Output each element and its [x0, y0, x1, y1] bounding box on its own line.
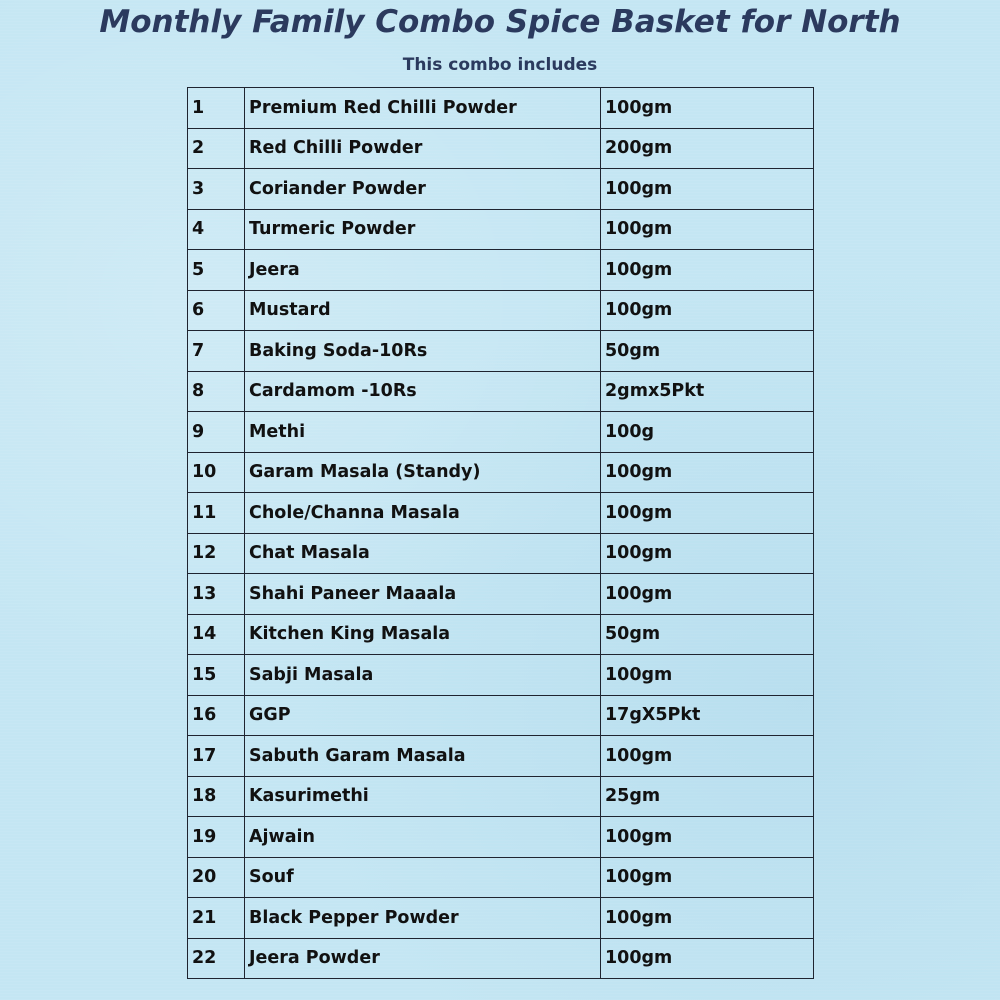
table-row — [188, 695, 814, 736]
item-number-cell: 12 — [188, 533, 245, 574]
item-name-cell: GGP — [245, 695, 601, 736]
item-name-cell: Sabuth Garam Masala — [245, 736, 601, 777]
item-quantity-cell: 100gm — [601, 88, 814, 129]
item-quantity-cell: 100gm — [601, 250, 814, 291]
item-name-cell: Garam Masala (Standy) — [245, 452, 601, 493]
item-quantity-cell: 50gm — [601, 614, 814, 655]
item-quantity-cell: 100g — [601, 412, 814, 453]
item-name-cell: Mustard — [245, 290, 601, 331]
item-quantity-cell: 100gm — [601, 169, 814, 210]
item-number-cell: 10 — [188, 452, 245, 493]
item-number-cell: 9 — [188, 412, 245, 453]
item-number-cell: 13 — [188, 574, 245, 615]
item-name-cell: Shahi Paneer Maaala — [245, 574, 601, 615]
page-subtitle: This combo includes — [402, 55, 598, 75]
item-number-cell: 19 — [188, 817, 245, 858]
item-name-cell: Coriander Powder — [245, 169, 601, 210]
item-number-cell: 4 — [188, 209, 245, 250]
item-name-cell: Turmeric Powder — [245, 209, 601, 250]
item-name-cell: Kitchen King Masala — [245, 614, 601, 655]
item-number-cell: 21 — [188, 898, 245, 939]
item-name-cell: Cardamom -10Rs — [245, 371, 601, 412]
item-name-cell: Baking Soda-10Rs — [245, 331, 601, 372]
item-quantity-cell: 100gm — [601, 290, 814, 331]
page-title: Monthly Family Combo Spice Basket for North — [99, 4, 901, 40]
item-number-cell: 16 — [188, 695, 245, 736]
item-name-cell: Jeera — [245, 250, 601, 291]
table-row — [188, 493, 814, 534]
item-quantity-cell: 100gm — [601, 574, 814, 615]
item-name-cell: Chole/Channa Masala — [245, 493, 601, 534]
item-number-cell: 2 — [188, 128, 245, 169]
item-quantity-cell: 100gm — [601, 493, 814, 534]
spice-items-body — [188, 88, 814, 979]
item-number-cell: 14 — [188, 614, 245, 655]
table-row — [188, 128, 814, 169]
item-name-cell: Ajwain — [245, 817, 601, 858]
table-row — [188, 574, 814, 615]
item-number-cell: 15 — [188, 655, 245, 696]
table-row — [188, 817, 814, 858]
item-name-cell: Kasurimethi — [245, 776, 601, 817]
item-number-cell: 22 — [188, 938, 245, 979]
spice-items-table — [187, 87, 814, 979]
item-quantity-cell: 50gm — [601, 331, 814, 372]
item-name-cell: Sabji Masala — [245, 655, 601, 696]
item-quantity-cell: 100gm — [601, 533, 814, 574]
item-name-cell: Souf — [245, 857, 601, 898]
table-row — [188, 614, 814, 655]
item-quantity-cell: 100gm — [601, 857, 814, 898]
item-quantity-cell: 100gm — [601, 817, 814, 858]
item-name-cell: Premium Red Chilli Powder — [245, 88, 601, 129]
item-number-cell: 8 — [188, 371, 245, 412]
table-row — [188, 857, 814, 898]
item-name-cell: Chat Masala — [245, 533, 601, 574]
table-row — [188, 88, 814, 129]
item-quantity-cell: 200gm — [601, 128, 814, 169]
item-number-cell: 18 — [188, 776, 245, 817]
item-quantity-cell: 100gm — [601, 736, 814, 777]
table-row — [188, 938, 814, 979]
item-number-cell: 6 — [188, 290, 245, 331]
item-quantity-cell: 100gm — [601, 452, 814, 493]
item-number-cell: 3 — [188, 169, 245, 210]
item-number-cell: 1 — [188, 88, 245, 129]
table-row — [188, 209, 814, 250]
item-number-cell: 20 — [188, 857, 245, 898]
item-number-cell: 5 — [188, 250, 245, 291]
item-number-cell: 7 — [188, 331, 245, 372]
item-name-cell: Jeera Powder — [245, 938, 601, 979]
item-quantity-cell: 100gm — [601, 938, 814, 979]
table-row — [188, 533, 814, 574]
table-row — [188, 452, 814, 493]
item-quantity-cell: 2gmx5Pkt — [601, 371, 814, 412]
table-row — [188, 736, 814, 777]
item-number-cell: 11 — [188, 493, 245, 534]
table-row — [188, 371, 814, 412]
table-row — [188, 412, 814, 453]
table-row — [188, 331, 814, 372]
item-name-cell: Methi — [245, 412, 601, 453]
item-quantity-cell: 100gm — [601, 209, 814, 250]
item-number-cell: 17 — [188, 736, 245, 777]
item-name-cell: Red Chilli Powder — [245, 128, 601, 169]
table-row — [188, 250, 814, 291]
table-row — [188, 169, 814, 210]
table-row — [188, 290, 814, 331]
item-quantity-cell: 100gm — [601, 898, 814, 939]
item-quantity-cell: 25gm — [601, 776, 814, 817]
table-row — [188, 898, 814, 939]
item-quantity-cell: 100gm — [601, 655, 814, 696]
item-quantity-cell: 17gX5Pkt — [601, 695, 814, 736]
table-row — [188, 776, 814, 817]
table-row — [188, 655, 814, 696]
item-name-cell: Black Pepper Powder — [245, 898, 601, 939]
